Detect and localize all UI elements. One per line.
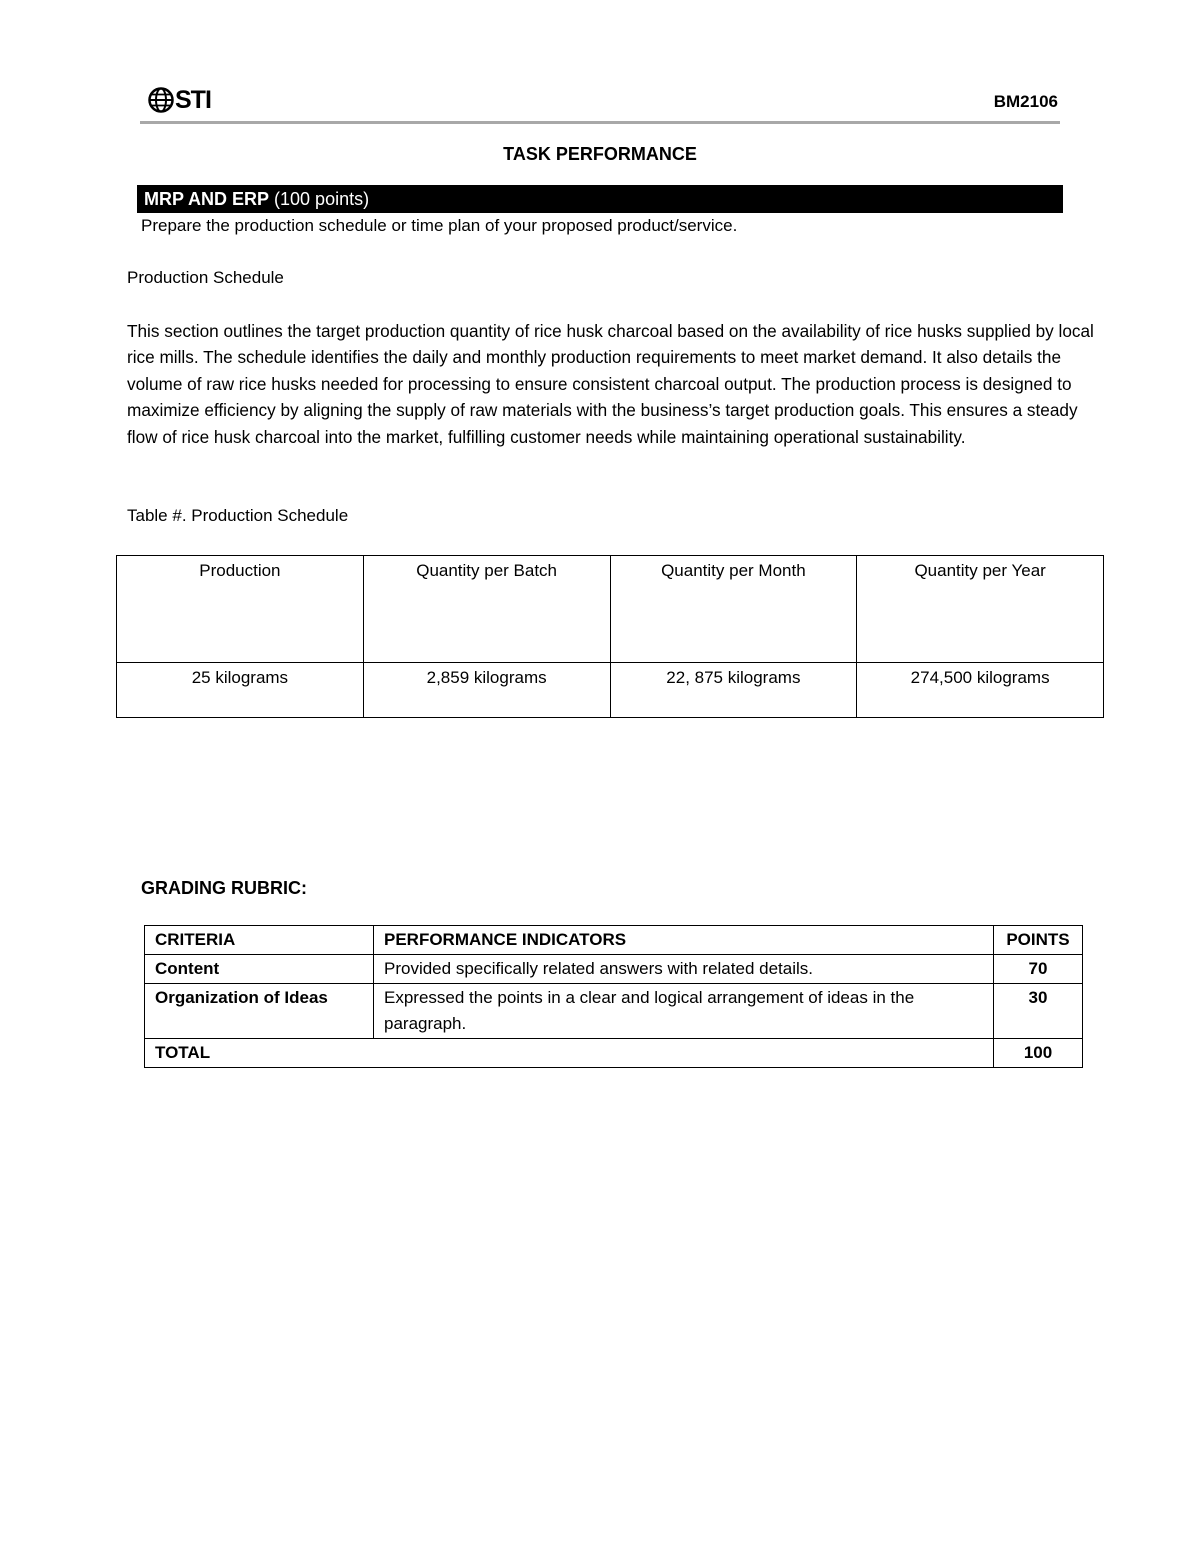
header-cell: Quantity per Year (857, 556, 1104, 663)
document-code: BM2106 (993, 92, 1058, 111)
rubric-header-cell: PERFORMANCE INDICATORS (374, 926, 994, 955)
table-cell: 274,500 kilograms (857, 663, 1104, 718)
logo-text: STI (175, 86, 211, 114)
rubric-criteria: Content (145, 955, 374, 984)
table-row (117, 663, 1104, 718)
rubric-indicator: Provided specifically related answers with related details. (374, 955, 994, 984)
section-heading: Production Schedule (127, 268, 284, 287)
body-paragraph: This section outlines the target production quantity of rice husk charcoal based on the availability of rice husks supplied by local rice mills. The schedule identifies the daily and monthly production requirements to meet market demand. It also details the volume of raw rice husks needed for processing to ensure consistent charcoal output. The production process is designed to maximize efficiency by aligning the supply of raw materials with the business’s target production goals. This ensures a steady flow of rice husk charcoal into the market, fulfilling customer needs while maintaining operational sustainability. (127, 321, 1094, 447)
rubric-row (145, 955, 1083, 984)
header-divider (140, 121, 1060, 124)
rubric-row (145, 984, 1083, 1039)
sti-logo (148, 86, 211, 114)
header-cell: Quantity per Batch (363, 556, 610, 663)
rubric-total-row (145, 1039, 1083, 1068)
rubric-indicator: Expressed the points in a clear and logical arrangement of ideas in the paragraph. (374, 984, 994, 1039)
task-banner (137, 185, 1063, 213)
table-cell: 22, 875 kilograms (610, 663, 857, 718)
production-schedule-table (116, 555, 1104, 718)
task-instruction: Prepare the production schedule or time plan of your proposed product/service. (141, 216, 738, 235)
table-caption: Table #. Production Schedule (127, 506, 349, 525)
rubric-points: 70 (994, 955, 1083, 984)
header-cell: Production (117, 556, 364, 663)
page-title: TASK PERFORMANCE (503, 144, 697, 164)
rubric-criteria: Organization of Ideas (145, 984, 374, 1039)
rubric-header-cell: CRITERIA (145, 926, 374, 955)
table-header-row (117, 556, 1104, 663)
rubric-title: GRADING RUBRIC: (141, 878, 307, 898)
table-cell: 2,859 kilograms (363, 663, 610, 718)
rubric-header-row (145, 926, 1083, 955)
globe-icon (148, 87, 174, 113)
rubric-header-cell: POINTS (994, 926, 1083, 955)
table-cell: 25 kilograms (117, 663, 364, 718)
grading-rubric-table (144, 925, 1083, 1068)
banner-points: (100 points) (274, 189, 370, 209)
header-cell: Quantity per Month (610, 556, 857, 663)
rubric-total-points: 100 (994, 1039, 1083, 1068)
rubric-total-label: TOTAL (145, 1039, 994, 1068)
banner-title: MRP AND ERP (144, 189, 270, 209)
rubric-points: 30 (994, 984, 1083, 1039)
